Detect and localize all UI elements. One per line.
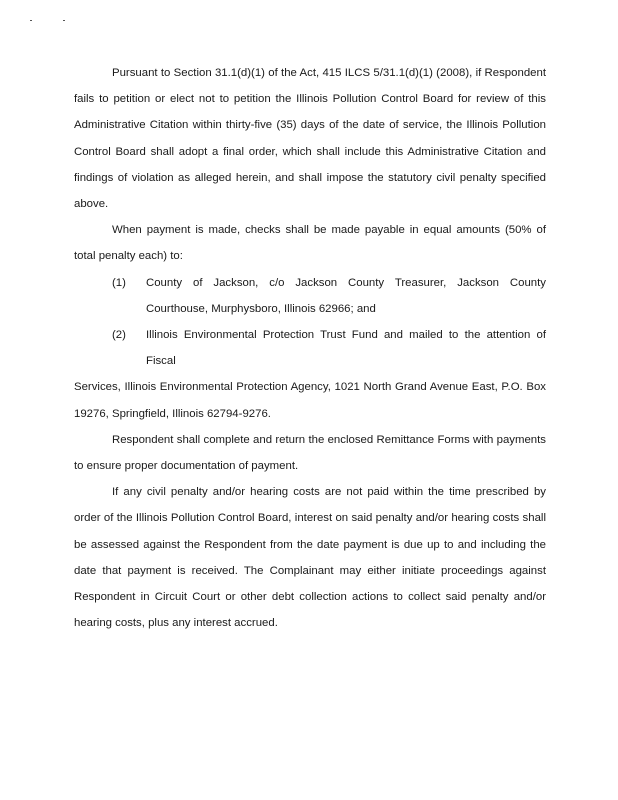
list-number: (1) bbox=[112, 276, 126, 289]
paragraph-agency-address: Services, Illinois Environmental Protection Agency, 1021 North Grand Avenue East, P.O. Box 19276, Springfield, Illinois 62794-9276. bbox=[74, 381, 546, 420]
document-body bbox=[74, 60, 546, 636]
list-item-county bbox=[74, 270, 546, 322]
paragraph-failure-to-petition: Pursuant to Section 31.1(d)(1) of the Act, 415 ILCS 5/31.1(d)(1) (2008), if Respondent fails to petition or elect not to petition the Illinois Pollution Control Board for review of this Administrative Citation within thirty-five (35) days of the date of service, the Illinois Pollution Control Board shall adopt a final order, which shall include this Administrative Citation and findings of violation as alleged herein, and shall impose the statutory civil penalty specified above. bbox=[74, 67, 546, 211]
list-text: County of Jackson, c/o Jackson County Treasurer, Jackson County Courthouse, Murphysboro, Illinois 62966; and bbox=[146, 276, 546, 315]
list-number: (2) bbox=[112, 329, 126, 342]
list-text: Illinois Environmental Protection Trust Fund and mailed to the attention of Fiscal bbox=[146, 329, 546, 368]
paragraph-interest-and-collection: If any civil penalty and/or hearing costs are not paid within the time prescribed by order of the Illinois Pollution Control Board, interest on said penalty and/or hearing costs shall be assessed against the Respondent from the date payment is due up to and including the date that payment is received. The Complainant may either initiate proceedings against Respondent in Circuit Court or other debt collection actions to collect said penalty and/or hearing costs, plus any interest accrued. bbox=[74, 486, 546, 630]
paragraph-payment-instructions: When payment is made, checks shall be made payable in equal amounts (50% of total penalty each) to: bbox=[74, 224, 546, 263]
scan-speck bbox=[63, 20, 65, 21]
paragraph-remittance-forms: Respondent shall complete and return the enclosed Remittance Forms with payments to ensure proper documentation of payment. bbox=[74, 433, 546, 473]
scan-speck bbox=[30, 20, 32, 21]
list-item-trust-fund bbox=[74, 322, 546, 374]
